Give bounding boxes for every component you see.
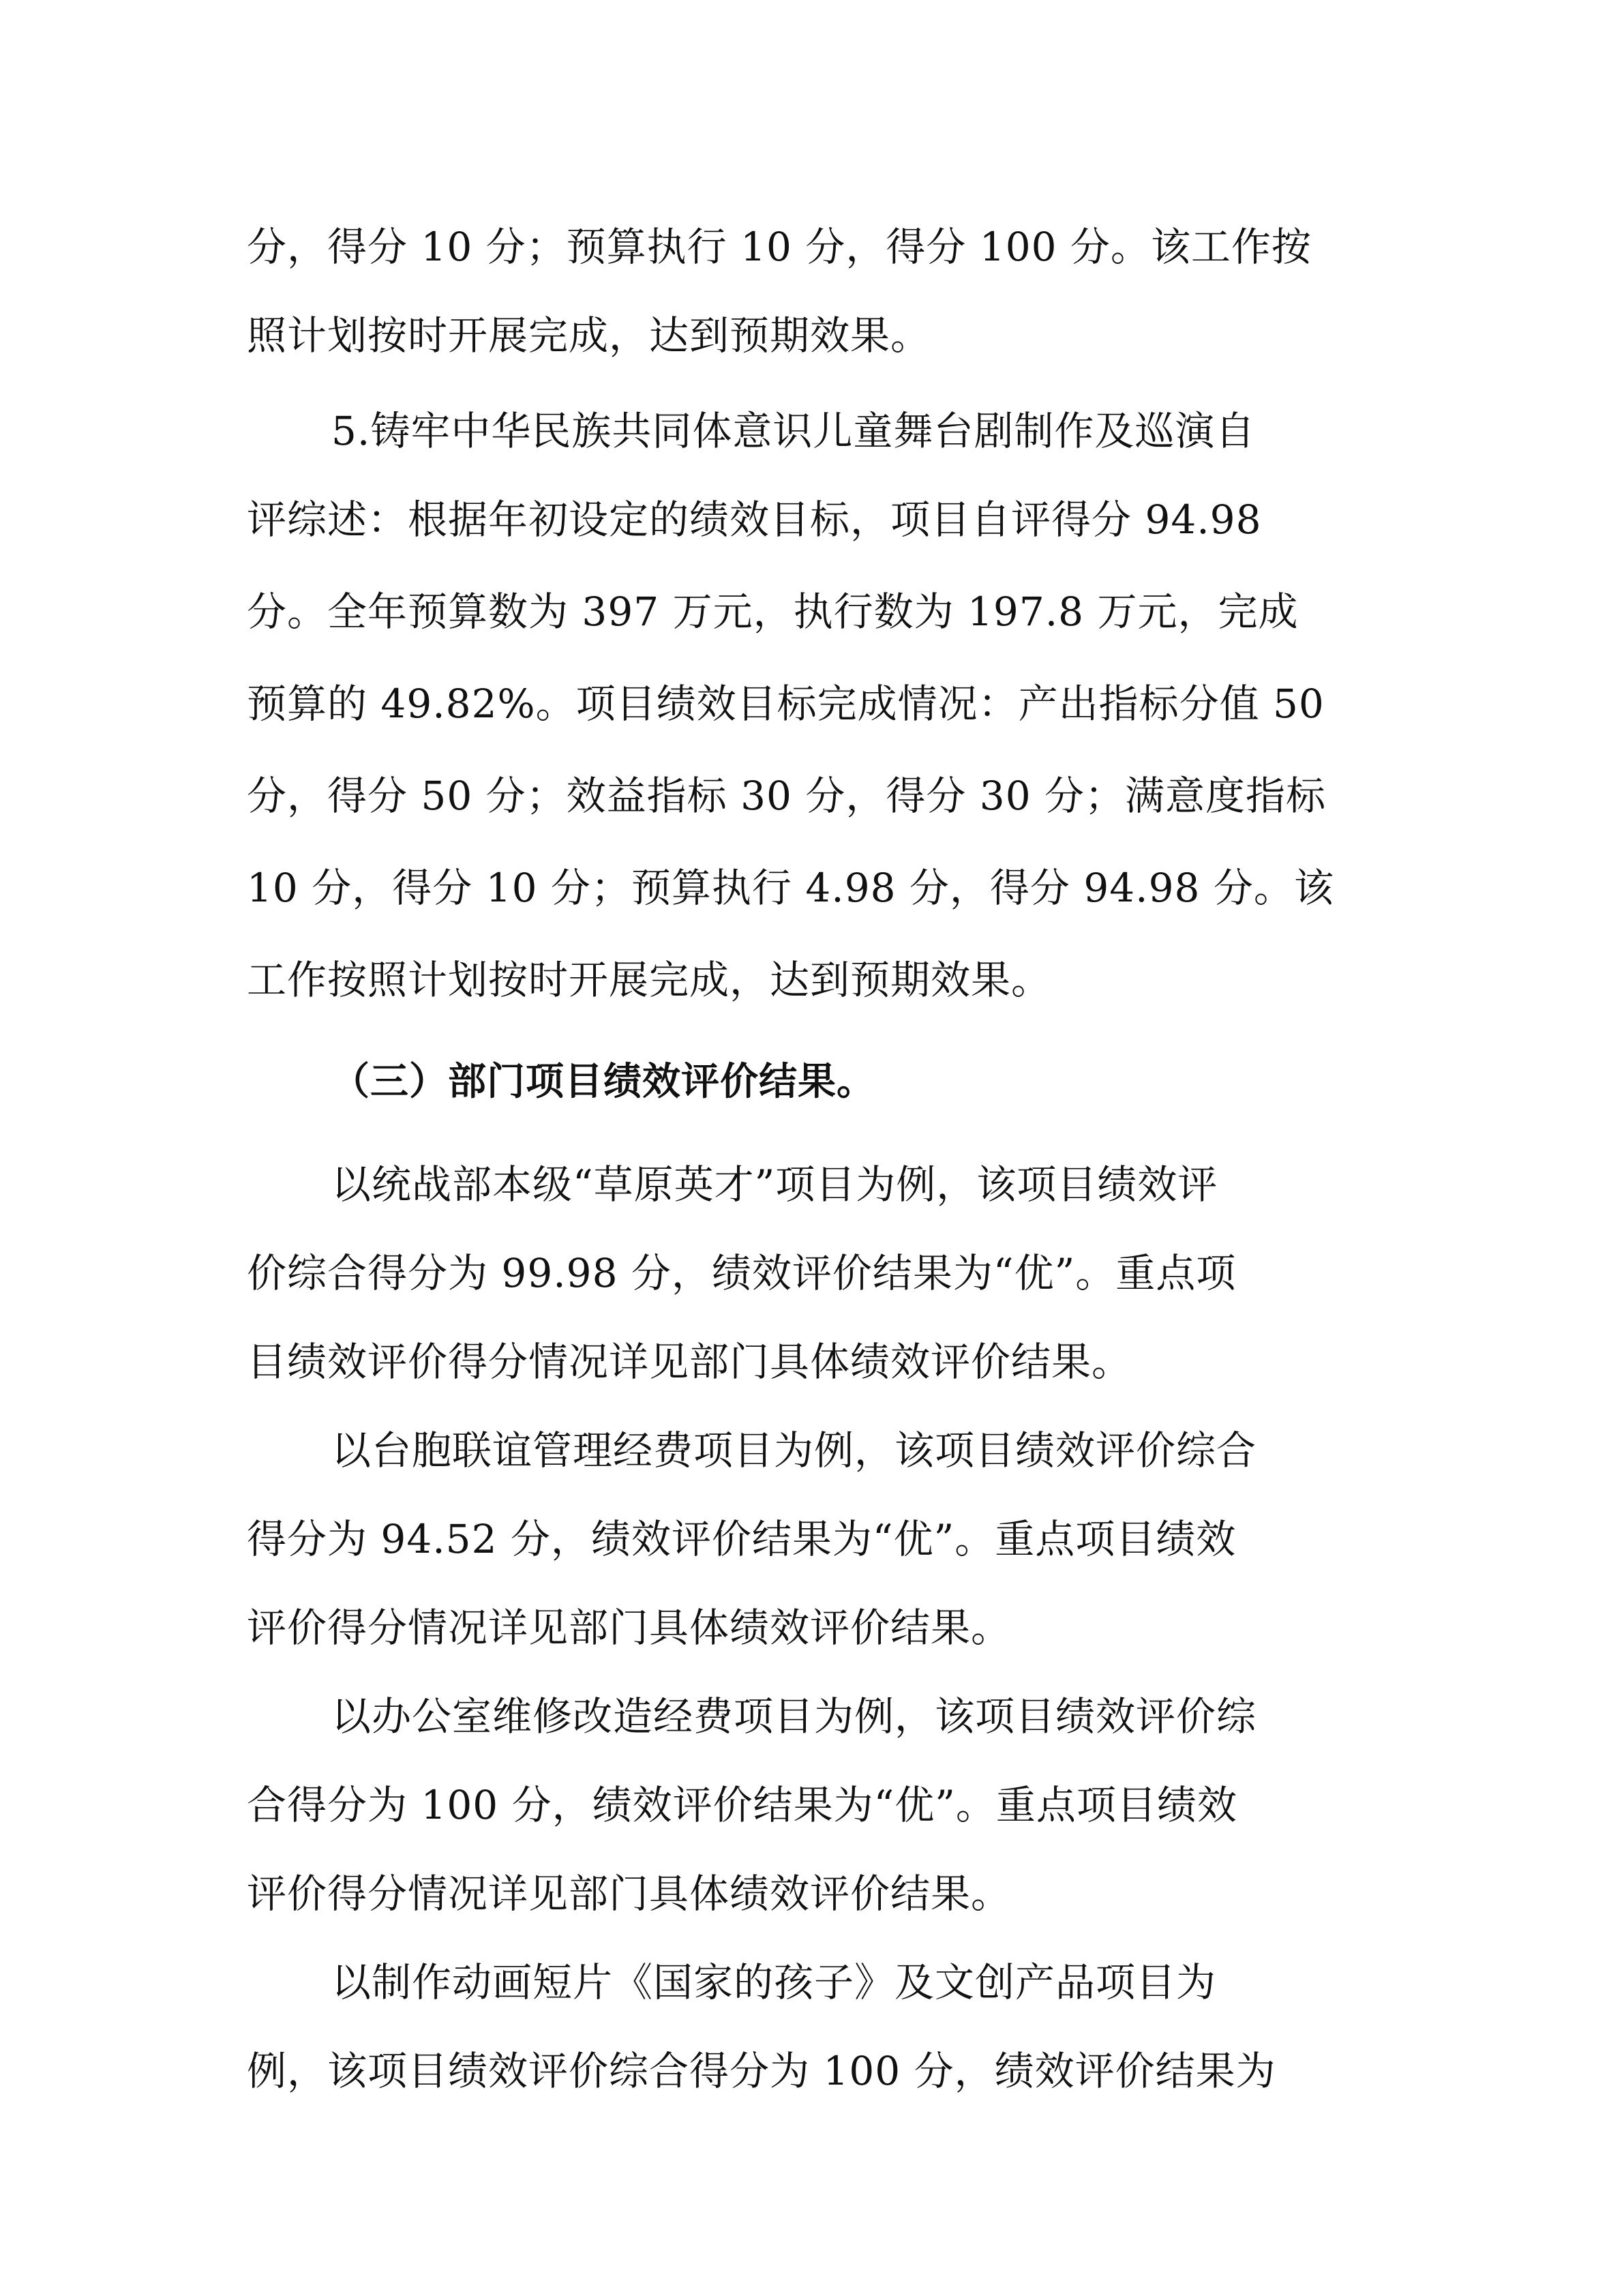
text-line: 预算的 49.82%。项目绩效目标完成情况：产出指标分值 50 [247, 681, 1325, 727]
text-line: 例，该项目绩效评价综合得分为 100 分，绩效评价结果为 [247, 2048, 1276, 2094]
paragraph-start: 以办公室维修改造经费项目为例，该项目绩效评价综 [331, 1693, 1257, 1740]
paragraph-start: 以制作动画短片《国家的孩子》及文创产品项目为 [331, 1959, 1217, 2006]
text-line: 分，得分 50 分；效益指标 30 分，得分 30 分；满意度指标 [247, 773, 1327, 819]
text-line: 目绩效评价得分情况详见部门具体绩效评价结果。 [247, 1339, 1132, 1385]
text-line: 10 分，得分 10 分；预算执行 4.98 分，得分 94.98 分。该 [247, 865, 1334, 911]
paragraph-start: 以台胞联谊管理经费项目为例，该项目绩效评价综合 [331, 1427, 1257, 1474]
text-line: 价综合得分为 99.98 分，绩效评价结果为“优”。重点项 [247, 1250, 1237, 1296]
text-line: 评价得分情况详见部门具体绩效评价结果。 [247, 1870, 1012, 1917]
text-line: 工作按照计划按时开展完成，达到预期效果。 [247, 957, 1052, 1003]
text-line: 得分为 94.52 分，绩效评价结果为“优”。重点项目绩效 [247, 1516, 1237, 1562]
text-line: 评价得分情况详见部门具体绩效评价结果。 [247, 1605, 1012, 1651]
text-line: 分。全年预算数为 397 万元，执行数为 197.8 万元，完成 [247, 588, 1299, 635]
paragraph-start: 5.铸牢中华民族共同体意识儿童舞台剧制作及巡演自 [331, 408, 1256, 454]
section-heading: （三）部门项目绩效评价结果。 [331, 1060, 875, 1104]
paragraph-start: 以统战部本级“草原英才”项目为例，该项目绩效评 [331, 1161, 1218, 1208]
text-line: 评综述：根据年初设定的绩效目标，项目自评得分 94.98 [247, 496, 1262, 543]
text-line: 合得分为 100 分，绩效评价结果为“优”。重点项目绩效 [247, 1782, 1237, 1828]
text-line: 分，得分 10 分；预算执行 10 分，得分 100 分。该工作按 [247, 224, 1312, 270]
text-line: 照计划按时开展完成，达到预期效果。 [247, 312, 931, 359]
